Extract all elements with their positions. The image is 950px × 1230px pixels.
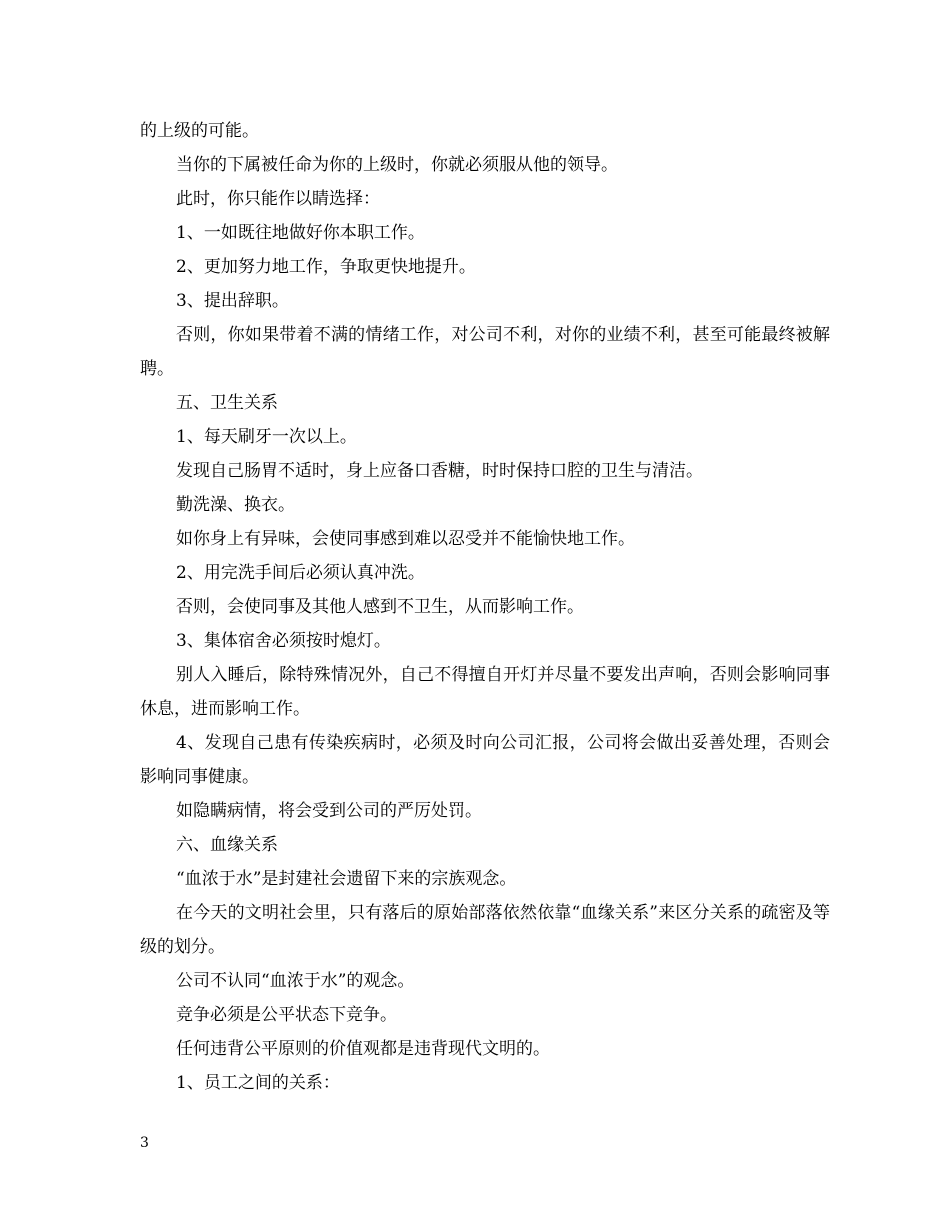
- paragraph: 如隐瞒病情，将会受到公司的严厉处罚。: [176, 801, 482, 821]
- page-number: 3: [140, 1135, 149, 1151]
- paragraph: 五、卫生关系: [176, 393, 278, 413]
- paragraph: 的上级的可能。: [140, 121, 259, 141]
- paragraph: 任何违背公平原则的价值观都是违背现代文明的。: [176, 1039, 550, 1059]
- paragraph: 1、一如既往地做好你本职工作。: [176, 223, 425, 243]
- paragraph: 别人入睡后，除特殊情况外，自己不得擅自开灯并尽量不要发出声响，否则会影响同事休息，进而影响工作。: [140, 665, 830, 719]
- paragraph: 如你身上有异味，会使同事感到难以忍受并不能愉快地工作。: [176, 529, 635, 549]
- paragraph: 1、每天刷牙一次以上。: [176, 427, 357, 447]
- paragraph: 竞争必须是公平状态下竞争。: [176, 1005, 397, 1025]
- paragraph: 2、更加努力地工作，争取更快地提升。: [176, 257, 476, 277]
- paragraph: 2、用完洗手间后必须认真冲洗。: [176, 563, 425, 583]
- paragraph: 否则，会使同事及其他人感到不卫生，从而影响工作。: [176, 597, 584, 617]
- paragraph: 1、员工之间的关系：: [176, 1073, 340, 1093]
- paragraph: 4、发现自己患有传染疾病时，必须及时向公司汇报，公司将会做出妥善处理，否则会影响同事健康。: [140, 733, 830, 787]
- paragraph: 六、血缘关系: [176, 835, 278, 855]
- paragraph: 3、提出辞职。: [176, 291, 289, 311]
- paragraph: 发现自己肠胃不适时，身上应备口香糖，时时保持口腔的卫生与清洁。: [176, 461, 703, 481]
- paragraph: 否则，你如果带着不满的情绪工作，对公司不利，对你的业绩不利，甚至可能最终被解聘。: [140, 325, 830, 379]
- paragraph: “血浓于水”是封建社会遗留下来的宗族观念。: [176, 869, 517, 889]
- document-body: [140, 114, 830, 1100]
- paragraph: 3、集体宿舍必须按时熄灯。: [176, 631, 391, 651]
- paragraph: 公司不认同“血浓于水”的观念。: [176, 971, 415, 991]
- paragraph: 勤洗澡、换衣。: [176, 495, 295, 515]
- paragraph: 当你的下属被任命为你的上级时，你就必须服从他的领导。: [176, 155, 618, 175]
- paragraph: 在今天的文明社会里，只有落后的原始部落依然依靠“血缘关系”来区分关系的疏密及等级的划分。: [140, 903, 830, 957]
- paragraph: 此时，你只能作以睛选择：: [176, 189, 380, 209]
